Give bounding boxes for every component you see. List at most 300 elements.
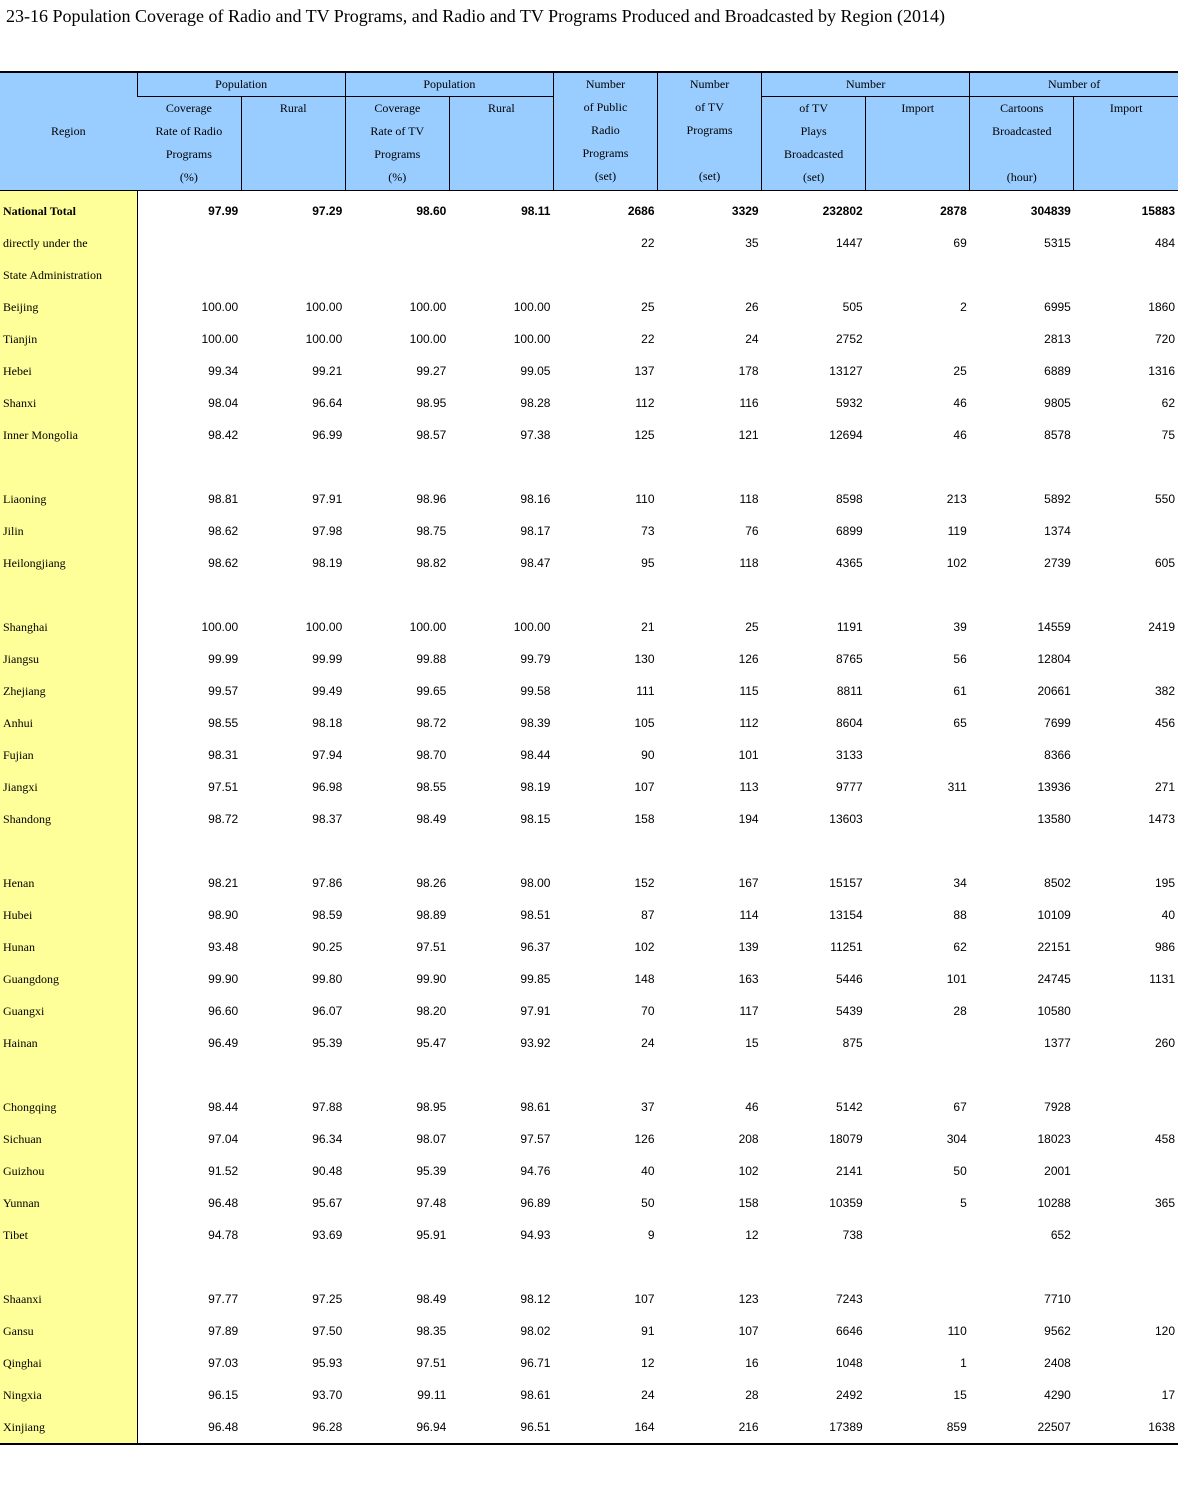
value-cell [449,451,553,483]
value-cell: 98.20 [416,1004,447,1018]
region-cell: directly under the [0,227,137,259]
value-cell: 456 [1154,716,1175,730]
value-cell: 111 [636,684,655,698]
value-cell: 97.98 [312,524,343,538]
value-cell: 484 [1154,236,1175,250]
value-cell [658,835,762,867]
value-cell: 100.00 [409,332,447,346]
value-cell: 98.00 [520,876,551,890]
table-row [0,1379,1178,1411]
value-cell: 100.00 [305,300,343,314]
value-cell: 98.44 [520,748,551,762]
header-cartoons-import [1074,97,1178,191]
value-cell: 17389 [829,1420,863,1434]
value-cell: 101 [738,748,759,762]
region-cell: Sichuan [0,1123,137,1155]
header-line: Number [585,77,626,91]
value-cell: 304 [946,1132,967,1146]
value-cell: 2878 [940,204,967,218]
value-cell: 13127 [829,364,863,378]
value-cell: 9777 [835,780,863,794]
table-row [0,1123,1178,1155]
value-cell: 95.47 [416,1036,447,1050]
region-cell: Heilongjiang [0,547,137,579]
table-row [0,387,1178,419]
value-cell [866,739,970,771]
header-line: Programs [686,123,733,137]
value-cell [553,1251,657,1283]
table-row [0,963,1178,995]
value-cell: 458 [1154,1132,1175,1146]
table-row [0,1187,1178,1219]
value-cell: 96.49 [208,1036,239,1050]
region-cell: National Total [0,191,137,228]
value-cell: 24 [745,332,759,346]
value-cell: 605 [1154,556,1175,570]
value-cell [658,259,762,291]
value-cell: 113 [739,780,759,794]
value-cell: 7243 [835,1292,863,1306]
value-cell: 2752 [835,332,863,346]
header-tv-coverage [345,72,553,97]
table-row [0,1091,1178,1123]
value-cell: 97.91 [312,492,343,506]
value-cell: 139 [738,940,759,954]
value-cell [970,1251,1074,1283]
value-cell: 98.16 [520,492,551,506]
value-cell: 99.88 [416,652,447,666]
header-line: (%) [179,170,198,184]
header-line: (set) [594,169,617,183]
value-cell: 98.95 [416,1100,447,1114]
value-cell: 195 [1154,876,1175,890]
value-cell [762,451,866,483]
value-cell: 7928 [1044,1100,1071,1114]
table-body [0,191,1178,1445]
value-cell [866,1283,970,1315]
value-cell: 5 [960,1196,967,1210]
value-cell: 70 [641,1004,655,1018]
header-line: Programs [582,146,629,160]
value-cell: 15883 [1141,204,1175,218]
region-cell: Fujian [0,739,137,771]
value-cell [762,1059,866,1091]
value-cell: 28 [953,1004,967,1018]
table-row [0,451,1178,483]
value-cell: 260 [1154,1036,1175,1050]
value-cell: 16 [745,1356,759,1370]
region-cell: Jiangxi [0,771,137,803]
value-cell: 98.39 [520,716,551,730]
value-cell: 5142 [835,1100,863,1114]
value-cell: 738 [842,1228,863,1242]
value-cell: 12 [745,1228,759,1242]
table-row [0,419,1178,451]
header-line: (hour) [1006,170,1037,184]
value-cell [345,451,449,483]
value-cell: 859 [946,1420,967,1434]
page-title: 23-16 Population Coverage of Radio and TV Programs, and Radio and TV Programs Produced and Broadcasted by Region (2014) [6,6,946,26]
value-cell: 102 [738,1164,759,1178]
value-cell: 875 [842,1036,863,1050]
value-cell: 73 [641,524,655,538]
value-cell: 91.52 [208,1164,239,1178]
table-row [0,643,1178,675]
value-cell [1074,1347,1178,1379]
value-cell: 125 [634,428,655,442]
value-cell: 100.00 [513,620,551,634]
value-cell: 98.60 [416,204,447,218]
value-cell: 100.00 [513,332,551,346]
value-cell: 2 [960,300,967,314]
header-radio-coverage-line: Population [215,77,268,91]
table-row [0,867,1178,899]
value-cell: 18079 [829,1132,863,1146]
value-cell: 39 [953,620,967,634]
value-cell: 95 [641,556,655,570]
region-cell: Gansu [0,1315,137,1347]
value-cell: 5892 [1044,492,1071,506]
value-cell [449,1251,553,1283]
header-line: Rural [488,101,515,115]
value-cell: 102 [634,940,655,954]
region-cell: Beijing [0,291,137,323]
value-cell: 96.64 [312,396,343,410]
value-cell: 10288 [1037,1196,1071,1210]
value-cell: 99.65 [416,684,447,698]
value-cell: 10109 [1037,908,1071,922]
value-cell: 126 [634,1132,655,1146]
value-cell: 123 [738,1292,759,1306]
value-cell: 100.00 [409,300,447,314]
region-cell: Yunnan [0,1187,137,1219]
value-cell: 118 [739,492,759,506]
value-cell [553,259,657,291]
region-cell: Hubei [0,899,137,931]
region-cell: Shanghai [0,611,137,643]
value-cell: 98.81 [208,492,239,506]
value-cell: 10580 [1037,1004,1071,1018]
value-cell: 126 [738,652,759,666]
value-cell: 99.57 [208,684,239,698]
value-cell [762,259,866,291]
value-cell: 98.42 [208,428,239,442]
value-cell: 14559 [1037,620,1071,634]
value-cell: 98.37 [312,812,343,826]
value-cell [658,1059,762,1091]
value-cell: 8366 [1044,748,1071,762]
value-cell: 8578 [1044,428,1071,442]
value-cell: 17 [1161,1388,1175,1402]
table-row [0,995,1178,1027]
region-cell: Shanxi [0,387,137,419]
value-cell: 137 [634,364,655,378]
value-cell: 98.95 [416,396,447,410]
value-cell: 96.07 [312,1004,343,1018]
value-cell: 100.00 [409,620,447,634]
table-row [0,771,1178,803]
value-cell: 98.75 [416,524,447,538]
value-cell: 97.04 [208,1132,239,1146]
table-row [0,835,1178,867]
header-line: Cartoons [1000,101,1044,115]
table-row [0,899,1178,931]
value-cell: 720 [1154,332,1175,346]
value-cell [553,1059,657,1091]
value-cell [241,1059,345,1091]
table-row [0,931,1178,963]
value-cell: 8765 [835,652,863,666]
value-cell: 6889 [1044,364,1071,378]
value-cell [866,579,970,611]
value-cell [866,323,970,355]
header-line: of TV [695,100,724,114]
value-cell [658,451,762,483]
value-cell: 6995 [1044,300,1071,314]
header-line: Number [846,77,886,91]
value-cell [1074,451,1178,483]
header-line: Programs [165,147,212,161]
value-cell: 107 [634,780,655,794]
value-cell: 8811 [836,684,863,698]
value-cell: 98.61 [520,1388,551,1402]
value-cell [345,259,449,291]
value-cell [553,451,657,483]
table-row [0,1219,1178,1251]
data-table [0,71,1178,1445]
value-cell: 98.28 [520,396,551,410]
value-cell: 15 [953,1388,967,1402]
value-cell: 99.80 [312,972,343,986]
value-cell: 26 [745,300,759,314]
value-cell: 46 [745,1100,759,1114]
table-row [0,579,1178,611]
header-line: Import [1109,101,1143,115]
value-cell: 96.51 [520,1420,551,1434]
value-cell: 12 [641,1356,655,1370]
value-cell: 5315 [1044,236,1071,250]
value-cell: 232802 [822,204,863,218]
header-cartoons [970,72,1178,97]
header-tv-plays [762,72,970,97]
value-cell [345,835,449,867]
value-cell: 99.90 [208,972,239,986]
header-radio-coverage-rate [137,97,241,191]
value-cell: 216 [738,1420,759,1434]
header-line: Coverage [165,101,212,115]
value-cell [345,579,449,611]
header-line: Rural [279,101,307,115]
value-cell: 91 [641,1324,655,1338]
value-cell: 152 [634,876,655,890]
table-row [0,803,1178,835]
value-cell: 62 [953,940,967,954]
table-row [0,191,1178,228]
region-cell: Shaanxi [0,1283,137,1315]
value-cell: 96.48 [208,1196,239,1210]
value-cell [137,259,241,291]
value-cell: 98.96 [416,492,447,506]
value-cell [553,835,657,867]
table-row [0,611,1178,643]
value-cell: 97.77 [208,1292,239,1306]
header-line: Coverage [374,101,421,115]
value-cell: 22151 [1037,940,1071,954]
region-cell: Chongqing [0,1091,137,1123]
value-cell: 98.72 [208,812,239,826]
table-row [0,227,1178,259]
value-cell: 100.00 [201,300,239,314]
value-cell [241,579,345,611]
value-cell: 110 [947,1324,967,1338]
header-line: Number [689,77,730,91]
value-cell: 94.76 [520,1164,551,1178]
value-cell: 95.67 [312,1196,343,1210]
header-radio-coverage [137,72,345,97]
value-cell: 100.00 [305,332,343,346]
value-cell [449,835,553,867]
header-tv-plays-count [762,97,866,191]
value-cell: 88 [953,908,967,922]
table-row [0,355,1178,387]
value-cell [1074,739,1178,771]
value-cell: 93.48 [208,940,239,954]
value-cell [137,227,241,259]
value-cell: 90.25 [312,940,343,954]
header-line: Radio [591,123,620,137]
value-cell: 98.47 [520,556,551,570]
header-tv-coverage-line: Population [423,77,476,91]
region-cell: Jilin [0,515,137,547]
value-cell [1074,1091,1178,1123]
value-cell: 1473 [1148,812,1175,826]
value-cell: 96.15 [208,1388,239,1402]
value-cell: 40 [1161,908,1175,922]
table-row [0,547,1178,579]
region-cell: Hunan [0,931,137,963]
value-cell: 96.60 [208,1004,239,1018]
value-cell: 98.62 [208,556,239,570]
value-cell [449,227,553,259]
value-cell: 98.62 [208,524,239,538]
value-cell: 95.93 [312,1356,343,1370]
value-cell: 164 [634,1420,655,1434]
value-cell: 87 [641,908,655,922]
value-cell: 5439 [835,1004,863,1018]
value-cell: 107 [634,1292,655,1306]
value-cell: 62 [1161,396,1175,410]
value-cell: 96.99 [312,428,343,442]
value-cell: 97.29 [312,204,343,218]
value-cell [762,579,866,611]
value-cell: 2141 [835,1164,863,1178]
region-cell: Inner Mongolia [0,419,137,451]
value-cell: 98.19 [312,556,343,570]
value-cell: 98.55 [416,780,447,794]
value-cell: 15157 [829,876,863,890]
region-cell: Guizhou [0,1155,137,1187]
value-cell: 98.07 [416,1132,447,1146]
value-cell: 99.21 [312,364,343,378]
value-cell: 550 [1154,492,1175,506]
value-cell [137,451,241,483]
value-cell: 107 [738,1324,759,1338]
value-cell: 98.70 [416,748,447,762]
value-cell: 99.27 [416,364,447,378]
value-cell: 97.25 [312,1292,343,1306]
value-cell: 24 [641,1036,655,1050]
value-cell: 1316 [1148,364,1175,378]
value-cell: 12694 [829,428,863,442]
value-cell: 97.99 [208,204,239,218]
value-cell [1074,1155,1178,1187]
value-cell: 22 [641,332,655,346]
value-cell [1074,995,1178,1027]
table-row [0,707,1178,739]
value-cell: 9 [647,1228,655,1242]
value-cell: 13154 [829,908,863,922]
value-cell: 22507 [1037,1420,1071,1434]
table-row [0,675,1178,707]
value-cell: 96.34 [312,1132,343,1146]
value-cell [970,451,1074,483]
value-cell: 115 [739,684,759,698]
value-cell: 2813 [1044,332,1071,346]
value-cell: 100.00 [201,332,239,346]
value-cell [970,579,1074,611]
value-cell [137,579,241,611]
value-cell: 116 [739,396,759,410]
value-cell: 98.12 [520,1292,551,1306]
value-cell: 1447 [835,236,863,250]
value-cell: 99.90 [416,972,447,986]
value-cell: 6646 [835,1324,863,1338]
region-cell [0,835,137,867]
value-cell: 65 [953,716,967,730]
table-row [0,515,1178,547]
value-cell: 24745 [1037,972,1071,986]
region-cell [0,1059,137,1091]
value-cell [449,259,553,291]
value-cell: 102 [946,556,967,570]
value-cell [866,835,970,867]
value-cell: 105 [634,716,655,730]
value-cell: 46 [953,428,967,442]
value-cell [762,835,866,867]
header-line: Rate of TV [370,124,425,138]
value-cell: 112 [739,716,759,730]
value-cell: 97.86 [312,876,343,890]
region-cell: Hainan [0,1027,137,1059]
value-cell: 94.78 [208,1228,239,1242]
value-cell: 69 [953,236,967,250]
value-cell: 13936 [1037,780,1071,794]
header-line: Programs [374,147,421,161]
value-cell: 98.49 [416,812,447,826]
table-row [0,1059,1178,1091]
header-tv-plays-import [866,97,970,191]
value-cell: 120 [1154,1324,1175,1338]
value-cell [241,1251,345,1283]
value-cell [1074,1059,1178,1091]
header-line: Import [901,101,935,115]
value-cell [1074,1219,1178,1251]
value-cell: 4290 [1044,1388,1071,1402]
value-cell: 2739 [1044,556,1071,570]
value-cell: 98.31 [208,748,239,762]
value-cell: 98.90 [208,908,239,922]
value-cell: 8502 [1044,876,1071,890]
